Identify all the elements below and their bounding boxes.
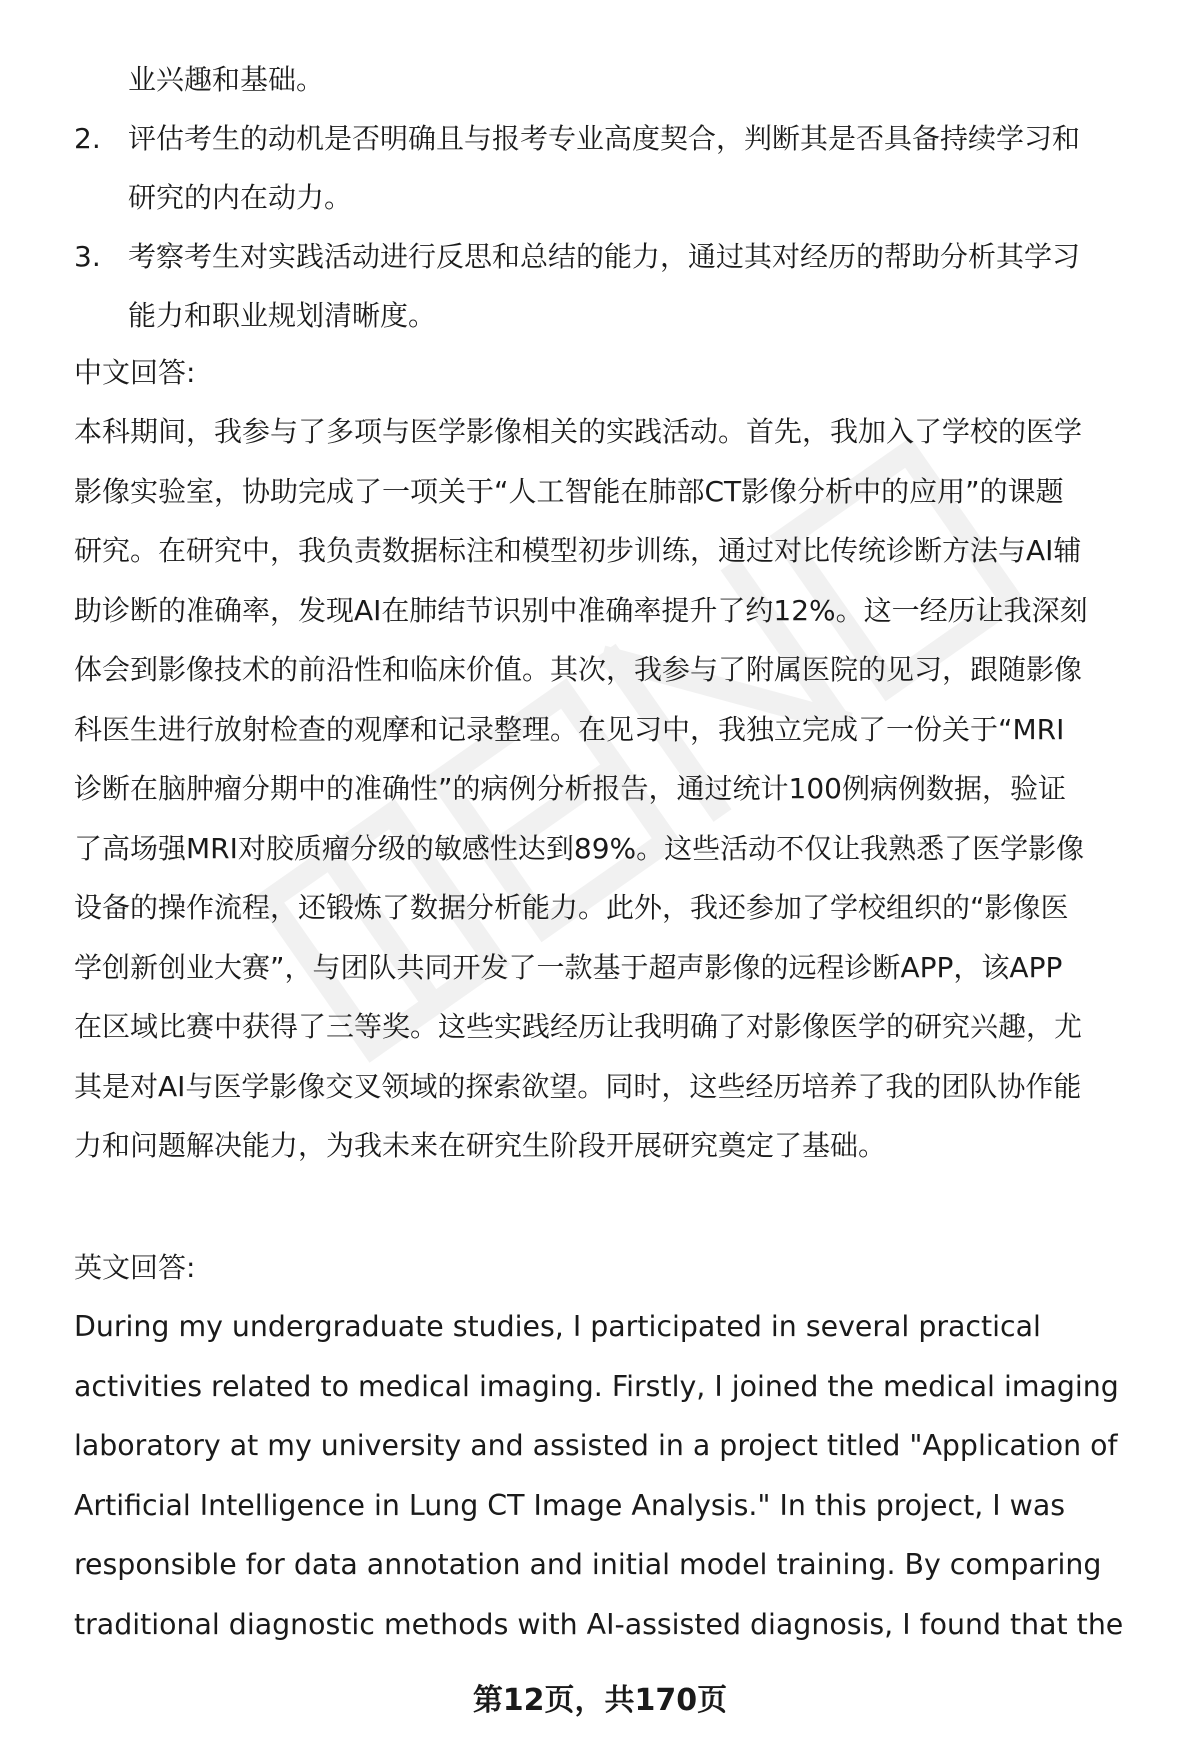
paragraph-line: 研究。在研究中，我负责数据标注和模型初步训练，通过对比传统诊断方法与AI辅: [74, 534, 1082, 567]
paragraph-line: 科医生进行放射检查的观摩和记录整理。在见习中，我独立完成了一份关于“MRI: [74, 712, 1065, 746]
list-text-line: 研究的内在动力。: [128, 181, 353, 214]
paragraph-line: 影像实验室，协助完成了一项关于“人工智能在肺部CT影像分析中的应用”的课题: [74, 474, 1064, 508]
list-item-3: [74, 227, 1154, 345]
paragraph-line: 在区域比赛中获得了三等奖。这些实践经历让我明确了对影像医学的研究兴趣，尤: [74, 1010, 1083, 1043]
paragraph-line: 学创新创业大赛”，与团队共同开发了一款基于超声影像的远程诊断APP，该APP: [74, 950, 1063, 984]
list-item-2: [74, 109, 1154, 227]
paragraph-line: 了高场强MRI对胶质瘤分级的敏感性达到89%。这些活动不仅让我熟悉了医学影像: [74, 831, 1085, 865]
chinese-answer-section: [74, 343, 1164, 1176]
paragraph-line: 力和问题解决能力，为我未来在研究生阶段开展研究奠定了基础。: [74, 1129, 887, 1162]
english-answer-section: [74, 1238, 1164, 1654]
list-number: 2.: [74, 122, 101, 155]
paragraph-line: 体会到影像技术的前沿性和临床价值。其次，我参与了附属医院的见习，跟随影像: [74, 653, 1083, 686]
english-answer-heading: 英文回答:: [74, 1251, 196, 1284]
paragraph-line: Artificial Intelligence in Lung CT Image Analysis." In this project, I was: [74, 1488, 1066, 1522]
paragraph-line: traditional diagnostic methods with AI-assisted diagnosis, I found that the: [74, 1607, 1124, 1641]
list-number: 3.: [74, 240, 101, 273]
list-item-1-tail: 业兴趣和基础。: [128, 63, 325, 96]
list-text-line: 考察考生对实践活动进行反思和总结的能力，通过其对经历的帮助分析其学习: [128, 240, 1081, 273]
list-text-line: 能力和职业规划清晰度。: [128, 299, 437, 332]
paragraph-line: 设备的操作流程，还锻炼了数据分析能力。此外，我还参加了学校组织的“影像医: [74, 891, 1069, 924]
list-text-line: 评估考生的动机是否明确且与报考专业高度契合，判断其是否具备持续学习和: [128, 122, 1081, 155]
paragraph-line: 其是对AI与医学影像交叉领域的探索欲望。同时，这些经历培养了我的团队协作能: [74, 1069, 1082, 1103]
paragraph-line: responsible for data annotation and initial model training. By comparing: [74, 1548, 1102, 1581]
paragraph-line: 本科期间，我参与了多项与医学影像相关的实践活动。首先，我加入了学校的医学: [74, 415, 1083, 448]
paragraph-line: During my undergraduate studies, I participated in several practical: [74, 1310, 1041, 1343]
chinese-answer-heading: 中文回答:: [74, 356, 196, 389]
criteria-list: [74, 50, 1154, 345]
paragraph-line: activities related to medical imaging. Firstly, I joined the medical imaging: [74, 1369, 1119, 1403]
page-number: 第12页，共170页: [472, 1683, 728, 1718]
paragraph-line: 助诊断的准确率，发现AI在肺结节识别中准确率提升了约12%。这一经历让我深刻: [74, 593, 1088, 627]
paragraph-line: laboratory at my university and assisted in a project titled "Application of: [74, 1429, 1118, 1462]
paragraph-line: 诊断在脑肿瘤分期中的准确性”的病例分析报告，通过统计100例病例数据，验证: [74, 772, 1066, 805]
